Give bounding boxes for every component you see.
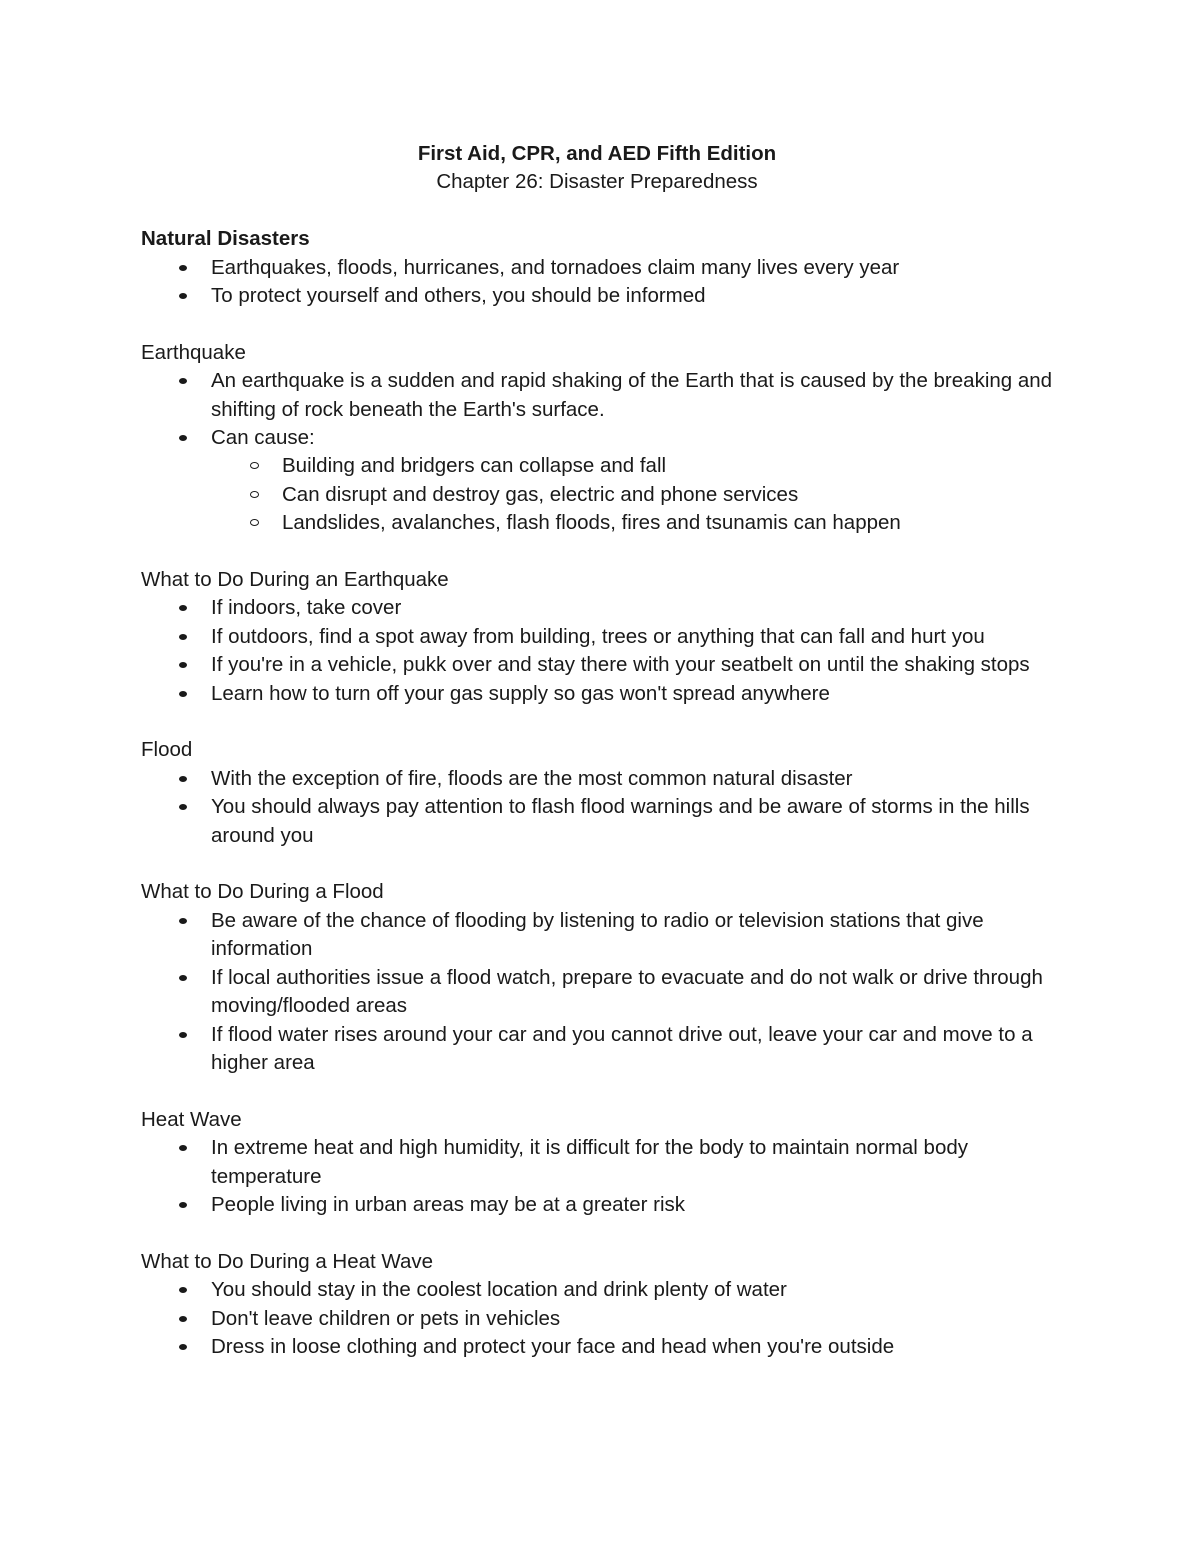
list-item: [141, 594, 1071, 622]
sub-list-item: [211, 452, 1071, 480]
list-item: [141, 424, 1071, 538]
list-item: [141, 651, 1071, 679]
sub-bullet-list: [211, 452, 1071, 537]
filled-bullet-icon: [179, 804, 187, 810]
filled-bullet-icon: [179, 1032, 187, 1038]
section-heading: Natural Disasters: [141, 227, 310, 251]
section: [141, 225, 1071, 310]
bullet-list: [141, 594, 1071, 708]
list-item: [141, 1305, 1071, 1333]
hollow-bullet-icon: [250, 519, 259, 526]
list-item: [141, 623, 1071, 651]
list-item: [141, 964, 1071, 1021]
section: [141, 339, 1071, 538]
filled-bullet-icon: [179, 265, 187, 271]
list-item: [141, 1333, 1071, 1361]
sub-list-item-text: Building and bridgers can collapse and fall: [282, 454, 667, 478]
list-item-text: If you're in a vehicle, pukk over and stay there with your seatbelt on until the shaking stops: [211, 653, 1030, 677]
filled-bullet-icon: [179, 1316, 187, 1322]
document-title: First Aid, CPR, and AED Fifth Edition: [417, 142, 777, 165]
list-item: [141, 282, 1071, 310]
list-item-text: Be aware of the chance of flooding by listening to radio or television stations that give information: [211, 908, 984, 961]
filled-bullet-icon: [179, 918, 187, 924]
list-item-text: Earthquakes, floods, hurricanes, and tornadoes claim many lives every year: [211, 255, 900, 279]
section: [141, 1106, 1071, 1220]
filled-bullet-icon: [179, 975, 187, 981]
section-heading: What to Do During a Flood: [141, 880, 384, 904]
list-item: [141, 793, 1071, 850]
hollow-bullet-icon: [250, 491, 259, 498]
filled-bullet-icon: [179, 1202, 187, 1208]
list-item: [141, 1191, 1071, 1219]
list-item-text: To protect yourself and others, you should be informed: [211, 284, 706, 308]
list-item-text: In extreme heat and high humidity, it is difficult for the body to maintain normal body temperature: [211, 1136, 969, 1188]
list-item: [141, 1276, 1071, 1304]
list-item-text: If indoors, take cover: [211, 596, 402, 620]
hollow-bullet-icon: [250, 462, 259, 469]
chapter-subtitle: Chapter 26: Disaster Preparedness: [436, 170, 758, 194]
section-spacer: [141, 850, 1071, 878]
filled-bullet-icon: [179, 691, 187, 697]
section-spacer: [141, 708, 1071, 736]
filled-bullet-icon: [179, 1287, 187, 1293]
bullet-list: [141, 367, 1071, 537]
sub-list-item: [211, 509, 1071, 537]
list-item: [141, 680, 1071, 708]
list-item-text: People living in urban areas may be at a greater risk: [211, 1192, 686, 1216]
filled-bullet-icon: [179, 293, 187, 299]
list-item: [141, 1134, 1071, 1191]
section-heading: Earthquake: [141, 340, 246, 364]
section-heading: Flood: [141, 738, 193, 762]
bullet-list: [141, 907, 1071, 1077]
filled-bullet-icon: [179, 662, 187, 668]
filled-bullet-icon: [179, 776, 187, 782]
section-spacer: [141, 538, 1071, 566]
filled-bullet-icon: [179, 605, 187, 611]
sub-list-item: [211, 481, 1071, 509]
section-heading: Heat Wave: [141, 1107, 242, 1131]
filled-bullet-icon: [179, 634, 187, 640]
list-item: [141, 367, 1071, 424]
bullet-list: [141, 1134, 1071, 1219]
list-item-text: If outdoors, find a spot away from building, trees or anything that can fall and hurt you: [211, 624, 985, 648]
list-item-text: An earthquake is a sudden and rapid shaking of the Earth that is caused by the breaking and shifting of rock beneath the Earth's surface.: [211, 369, 1053, 421]
bullet-list: [141, 254, 1071, 311]
sub-list-item-text: Landslides, avalanches, flash floods, fires and tsunamis can happen: [282, 511, 901, 535]
list-item-text: If local authorities issue a flood watch, prepare to evacuate and do not walk or drive through moving/flooded areas: [211, 965, 1043, 1018]
list-item-text: Don't leave children or pets in vehicles: [211, 1306, 561, 1330]
section-heading: What to Do During an Earthquake: [141, 568, 449, 592]
sub-list-item-text: Can disrupt and destroy gas, electric and phone services: [282, 482, 799, 506]
sections-container: [141, 225, 1071, 1361]
document-page: [141, 140, 1071, 1361]
filled-bullet-icon: [179, 378, 187, 384]
section-heading: What to Do During a Heat Wave: [141, 1249, 434, 1273]
section: [141, 1248, 1071, 1362]
list-item-text: With the exception of fire, floods are the most common natural disaster: [211, 766, 853, 790]
bullet-list: [141, 1276, 1071, 1361]
section: [141, 736, 1071, 850]
section-spacer: [141, 1077, 1071, 1105]
bullet-list: [141, 765, 1071, 850]
list-item-text: Learn how to turn off your gas supply so gas won't spread anywhere: [211, 681, 830, 705]
list-item-text: You should stay in the coolest location and drink plenty of water: [211, 1278, 787, 1302]
spacer: [141, 197, 1071, 225]
list-item: [141, 254, 1071, 282]
filled-bullet-icon: [179, 1344, 187, 1350]
filled-bullet-icon: [179, 1145, 187, 1151]
list-item-text: Dress in loose clothing and protect your face and head when you're outside: [211, 1334, 895, 1358]
list-item-text: Can cause:: [211, 426, 315, 450]
list-item: [141, 1021, 1071, 1078]
list-item: [141, 765, 1071, 793]
list-item: [141, 907, 1071, 964]
filled-bullet-icon: [179, 435, 187, 441]
list-item-text: If flood water rises around your car and you cannot drive out, leave your car and move to a higher area: [211, 1022, 1033, 1074]
list-item-text: You should always pay attention to flash flood warnings and be aware of storms in the hills around you: [211, 795, 1030, 847]
section-spacer: [141, 1219, 1071, 1247]
section: [141, 566, 1071, 708]
section: [141, 878, 1071, 1077]
section-spacer: [141, 310, 1071, 338]
